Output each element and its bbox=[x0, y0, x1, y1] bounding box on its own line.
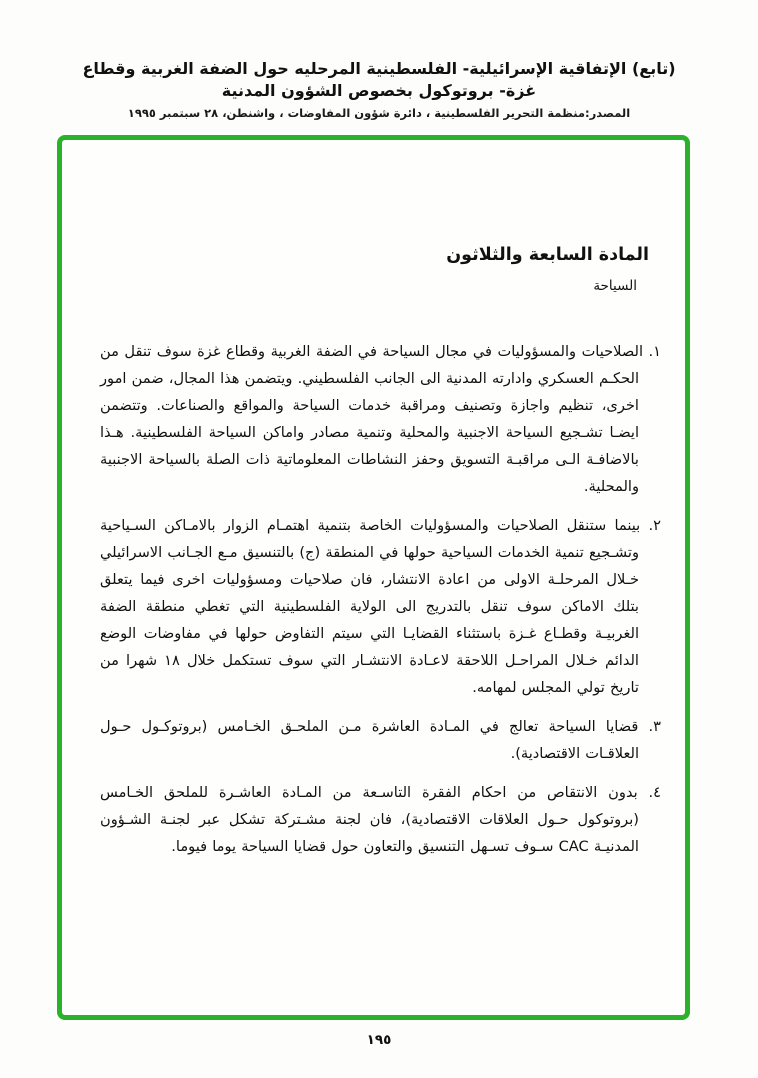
article-title: المادة السابعة والثلاثون bbox=[446, 244, 649, 265]
article-body bbox=[100, 338, 661, 860]
article-paragraph-4 bbox=[100, 779, 661, 860]
paragraph-text: قضايا السياحة تعالج في المـادة العاشرة مـن الملحـق الخـامس (بروتوكـول حـول العلاقـات الاقتصادية). bbox=[100, 717, 639, 762]
article-subtitle: السياحة bbox=[593, 277, 637, 294]
document-source-line: المصدر:منظمة التحرير الفلسطينية ، دائرة شؤون المفاوضات ، واشنطن، ٢٨ سبتمبر ١٩٩٥ bbox=[127, 105, 631, 120]
document-title: (تابع) الإتفاقية الإسرائيلية- الفلسطينية المرحليه حول الضفة الغربية وقطاع غزة- بروتوكول بخصوص الشؤون المدنية bbox=[82, 59, 676, 101]
article-paragraph-3 bbox=[100, 713, 661, 767]
article-paragraph-2 bbox=[100, 512, 661, 701]
article-paragraph-1 bbox=[100, 338, 661, 500]
document-header bbox=[0, 0, 758, 120]
paragraph-number: ٤. bbox=[648, 783, 662, 801]
page-number: ١٩٥ bbox=[366, 1032, 392, 1048]
paragraph-number: ٢. bbox=[648, 516, 662, 534]
paragraph-text: بينما ستنقل الصلاحيات والمسؤوليات الخاصة بتنمية اهتمـام الزوار بالامـاكن السـياحية وتشـجيع تنمية الخدمات السياحية حولها في المنطقة (ج) بالتنسيق مـع الجـانب الاسرائيلي خـلال المرحلـة الاولى من اعادة الانتشار، فان صلاحيات ومسؤوليات اخرى فيما يتعلق بتلك الاماكن سوف تنقل بالتدريج الى الولاية الفلسطينية التي تغطي منطقة الضفة الغربيـة وقطـاع غـزة باستثناء القضايـا التي سيتم التفاوض حولها في مفاوضات الوضع الدائم خـلال المراحـل اللاحقة لاعـادة الانتشـار التي سوف تستكمل خلال ١٨ شهرا من تاريخ تولي المجلس لمهامه. bbox=[100, 516, 641, 696]
paragraph-text: الصلاحيات والمسؤوليات في مجال السياحة في الضفة الغربية وقطاع غزة سوف تنقل من الحكـم العسكري وادارته المدنية الى الجانب الفلسطيني. ويتضمن هذا المجال، ضمن امور اخرى، تنظيم واجازة وتصنيف ومراقبة خدمات السياحة والمواقع والصناعات. وتتضمن ايضـا تشـجيع السياحة الاجنبية والمحلية وتنمية مصادر واماكن السياحة الفلسطينية. هـذا بالاضافـة الـى مراقبـة التسويق وحفز النشاطات المعلوماتية ذات الصلة بالسياحة الاجنبية والمحلية. bbox=[100, 342, 644, 495]
document-frame bbox=[57, 135, 690, 1020]
paragraph-number: ٣. bbox=[648, 717, 661, 735]
paragraph-text: بدون الانتقاص من احكام الفقرة التاسـعة من المـادة العاشـرة للملحق الخـامس (بروتوكول حـول العلاقات الاقتصادية)، فان لجنة مشـتركة تشكل عبر لجنـة الشـؤون المدنيـة CAC سـوف تسـهل التنسيق والتعاون حول قضايا السياحة يوما فيوما. bbox=[100, 783, 639, 855]
paragraph-number: ١. bbox=[648, 342, 662, 360]
